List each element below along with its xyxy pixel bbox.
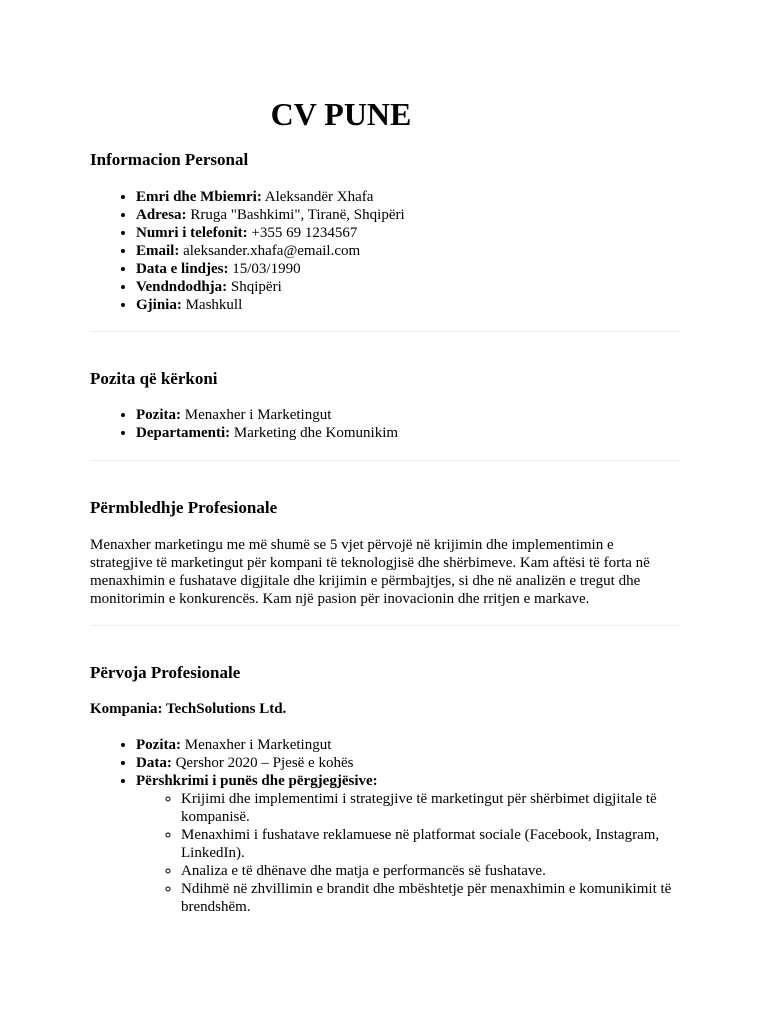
list-item — [136, 188, 680, 206]
page-title: CV PUNE — [270, 96, 412, 132]
section-heading-personal: Informacion Personal — [90, 150, 249, 169]
item-label: Data: — [136, 755, 172, 771]
list-item — [136, 224, 680, 242]
item-value: Shqipëri — [227, 279, 282, 295]
item-label: Vendndodhja: — [136, 279, 228, 295]
item-label: Adresa: — [136, 207, 187, 223]
section-heading-summary: Përmbledhje Profesionale — [90, 498, 278, 517]
list-item — [136, 260, 680, 278]
summary-paragraph: Menaxher marketingu me më shumë se 5 vjet përvojë në krijimin dhe implementimin e strategjive të marketingut për kompani të teknologjisë dhe shërbimeve. Kam aftësi të forta në menaxhimin e fushatave digjitale dhe krijimin e përmbajtjes, si dhe në analizën e tregut dhe monitorimin e konkurencës. Kam një pasion për inovacionin dhe rritjen e markave. — [90, 537, 650, 607]
list-item — [136, 242, 680, 260]
list-item — [136, 754, 680, 772]
item-label: Gjinia: — [136, 297, 182, 313]
section-heading-position: Pozita që kërkoni — [90, 369, 218, 388]
section-heading-experience: Përvoja Profesionale — [90, 663, 241, 682]
item-label: Data e lindjes: — [136, 261, 229, 277]
duty-item: ◦ Krijimi dhe implementimi i strategjive të marketingut për shërbimet digjitale të kompanisë. — [181, 790, 680, 826]
item-label: Departamenti: — [136, 425, 231, 441]
item-label: Pozita: — [136, 737, 181, 753]
position-list — [90, 406, 680, 442]
item-label: Email: — [136, 243, 180, 259]
duty-item: ◦ Ndihmë në zhvillimin e brandit dhe mbështetje për menaxhimin e komunikimit të brendshëm. — [181, 880, 680, 916]
duty-item: ◦ Menaxhimi i fushatave reklamuese në platformat sociale (Facebook, Instagram, LinkedIn). — [181, 826, 680, 862]
item-label: Emri dhe Mbiemri: — [136, 189, 262, 205]
personal-info-list — [90, 188, 680, 314]
item-value: Rruga "Bashkimi", Tiranë, Shqipëri — [186, 207, 405, 223]
list-item — [136, 206, 680, 224]
item-value: Mashkull — [181, 297, 243, 313]
item-value: +355 69 1234567 — [247, 225, 358, 241]
list-item — [136, 736, 680, 754]
list-item — [136, 406, 680, 424]
item-value: Qershor 2020 – Pjesë e kohës — [171, 755, 354, 771]
item-label: Numri i telefonit: — [136, 225, 248, 241]
list-item — [136, 772, 680, 916]
item-value: Menaxher i Marketingut — [180, 737, 332, 753]
duties-list — [136, 790, 680, 916]
duty-item: ◦ Analiza e të dhënave dhe matja e performancës së fushatave. — [181, 862, 680, 880]
item-value: aleksander.xhafa@email.com — [179, 243, 361, 259]
item-value: Marketing dhe Komunikim — [230, 425, 399, 441]
item-label: Pozita: — [136, 407, 181, 423]
list-item — [136, 424, 680, 442]
section-divider — [90, 331, 680, 332]
company-name: Kompania: TechSolutions Ltd. — [90, 701, 287, 717]
section-divider — [90, 625, 680, 626]
item-value: Aleksandër Xhafa — [261, 189, 374, 205]
item-value: 15/03/1990 — [228, 261, 301, 277]
experience-list — [90, 736, 680, 916]
list-item — [136, 296, 680, 314]
list-item — [136, 278, 680, 296]
item-value: Menaxher i Marketingut — [180, 407, 332, 423]
section-divider — [90, 460, 680, 461]
item-label: Përshkrimi i punës dhe përgjegjësive: — [136, 773, 378, 789]
